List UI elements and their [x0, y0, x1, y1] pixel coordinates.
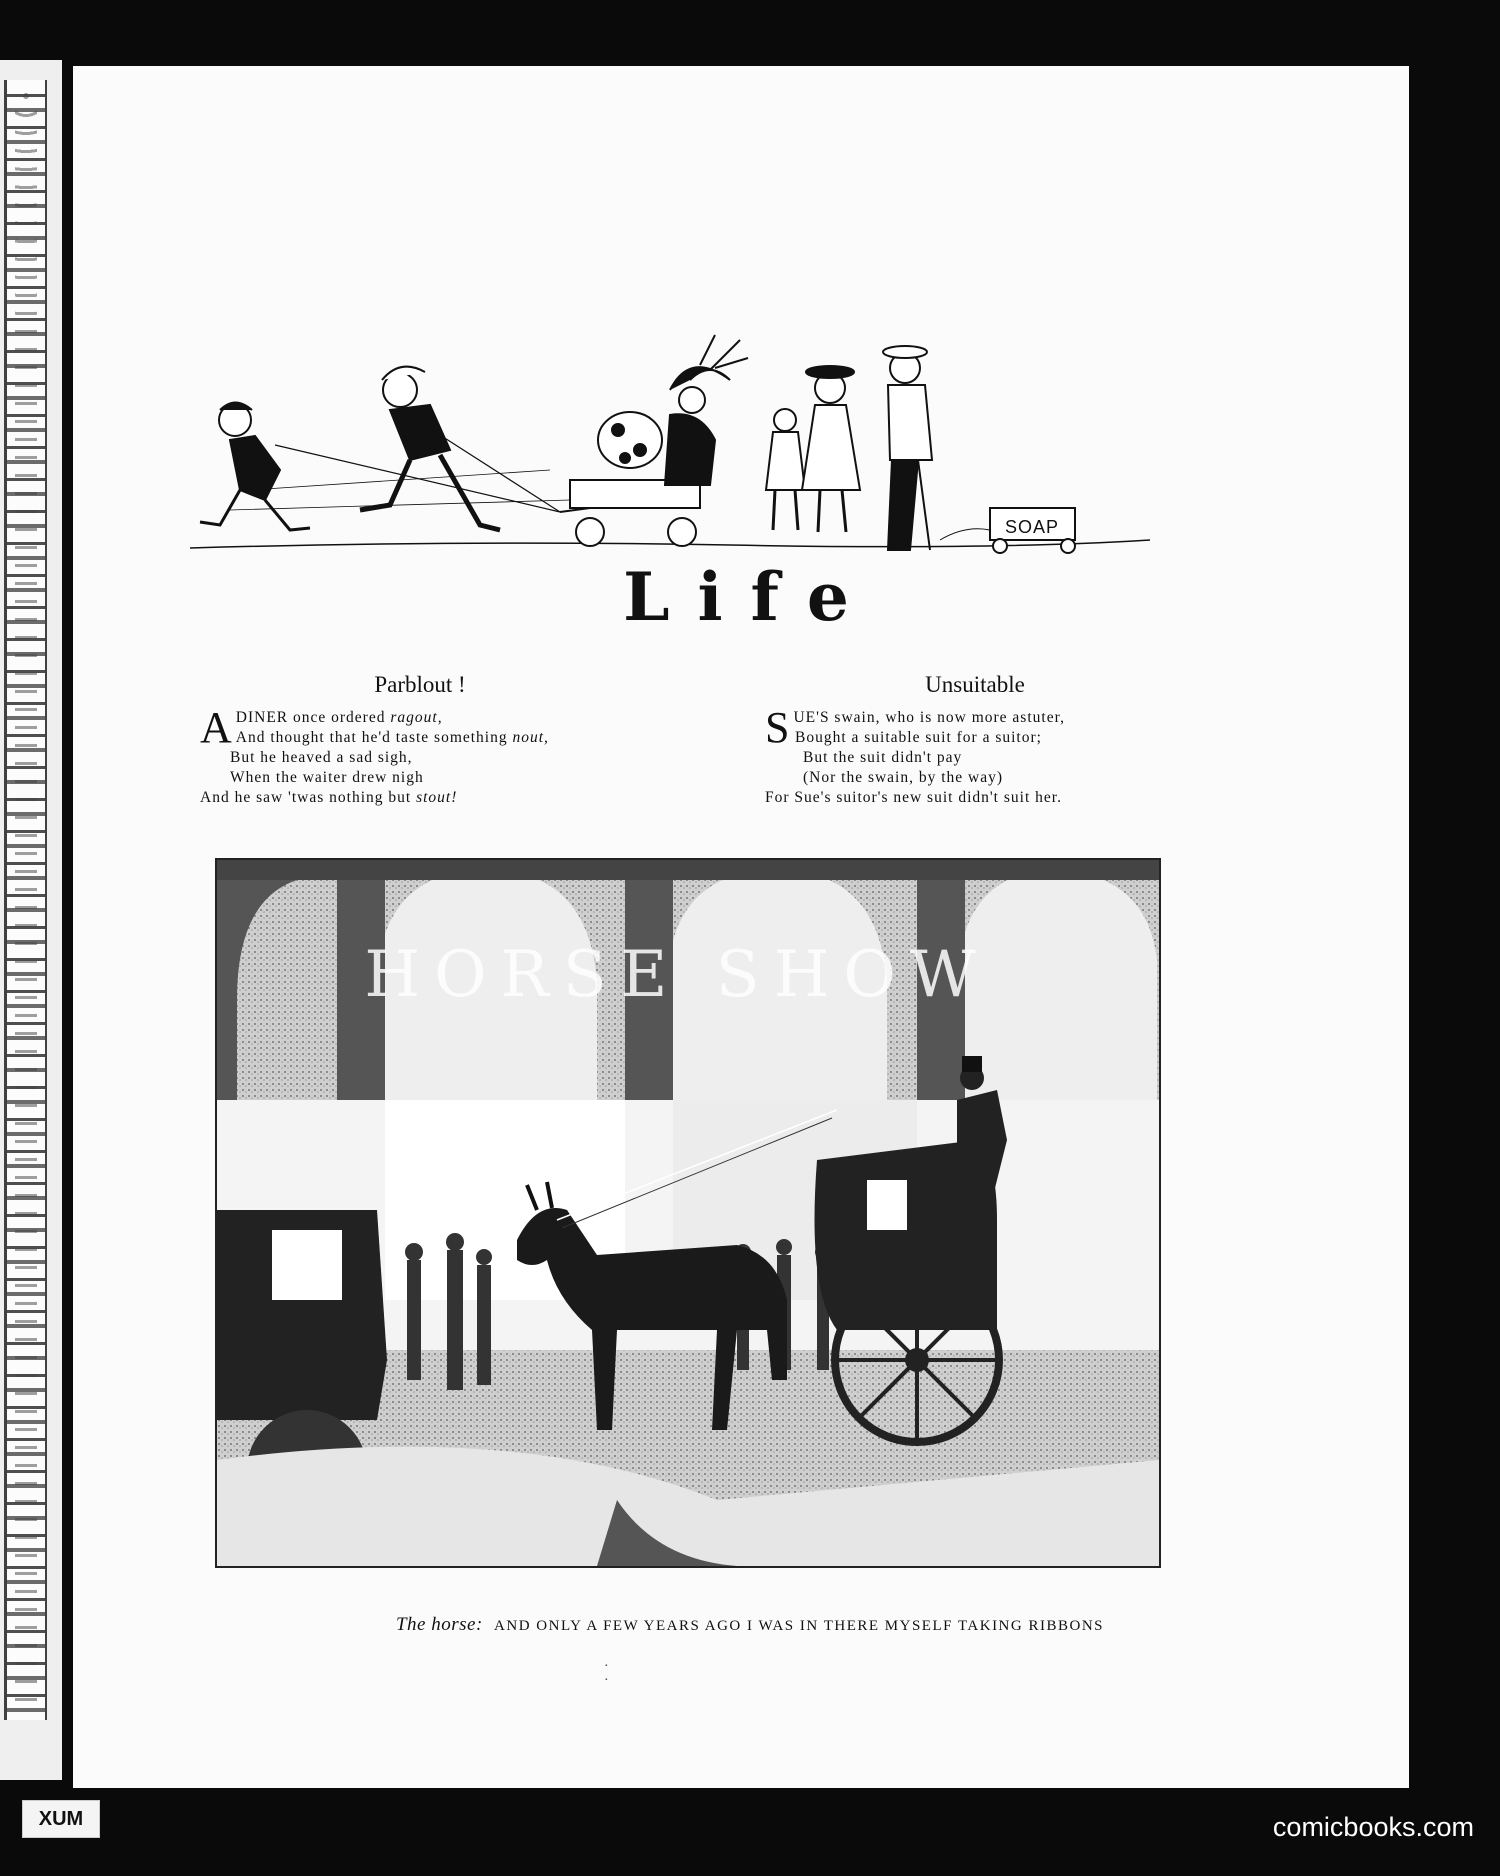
- poem-line: (Nor the swain, by the way): [803, 769, 1004, 786]
- site-watermark: comicbooks.com: [1272, 1812, 1474, 1842]
- ornament-dots: · ·: [604, 1659, 609, 1688]
- drop-cap: A: [200, 703, 232, 752]
- poem-parblout: [200, 672, 640, 808]
- ornamental-border: [4, 80, 47, 1720]
- header-illustration: [170, 240, 1160, 580]
- magazine-title: Life: [623, 558, 877, 636]
- poem-line: And he saw 'twas nothing but stout!: [200, 789, 458, 806]
- poem-line: For Sue's suitor's new suit didn't suit her.: [765, 789, 1062, 806]
- caption-speaker: The horse:: [395, 1614, 483, 1635]
- cartoon-caption: [0, 1614, 1500, 1636]
- poem-line: UE'S swain, who is now more astuter,: [793, 709, 1065, 726]
- horse-show-banner: HORSE SHOW: [364, 938, 990, 1012]
- poem-line: Bought a suitable suit for a suitor;: [795, 729, 1042, 746]
- poem-line: When the waiter drew nigh: [230, 769, 424, 786]
- poem-line: But he heaved a sad sigh,: [230, 749, 413, 766]
- poem-title: Parblout !: [374, 672, 466, 697]
- poem-unsuitable: [765, 672, 1185, 808]
- poem-line: But the suit didn't pay: [803, 749, 963, 766]
- horse-show-cartoon: [215, 858, 1161, 1568]
- margin-stamp: XUM: [22, 1800, 100, 1838]
- drop-cap: S: [765, 703, 790, 752]
- poem-line: DINER once ordered ragout,: [235, 709, 443, 726]
- caption-text: AND ONLY A FEW YEARS AGO I WAS IN THERE MYSELF TAKING RIBBONS: [494, 1618, 1104, 1634]
- poem-line: And thought that he'd taste something nout,: [235, 729, 549, 746]
- poem-title: Unsuitable: [925, 672, 1025, 697]
- soap-sign: SOAP: [1004, 517, 1060, 537]
